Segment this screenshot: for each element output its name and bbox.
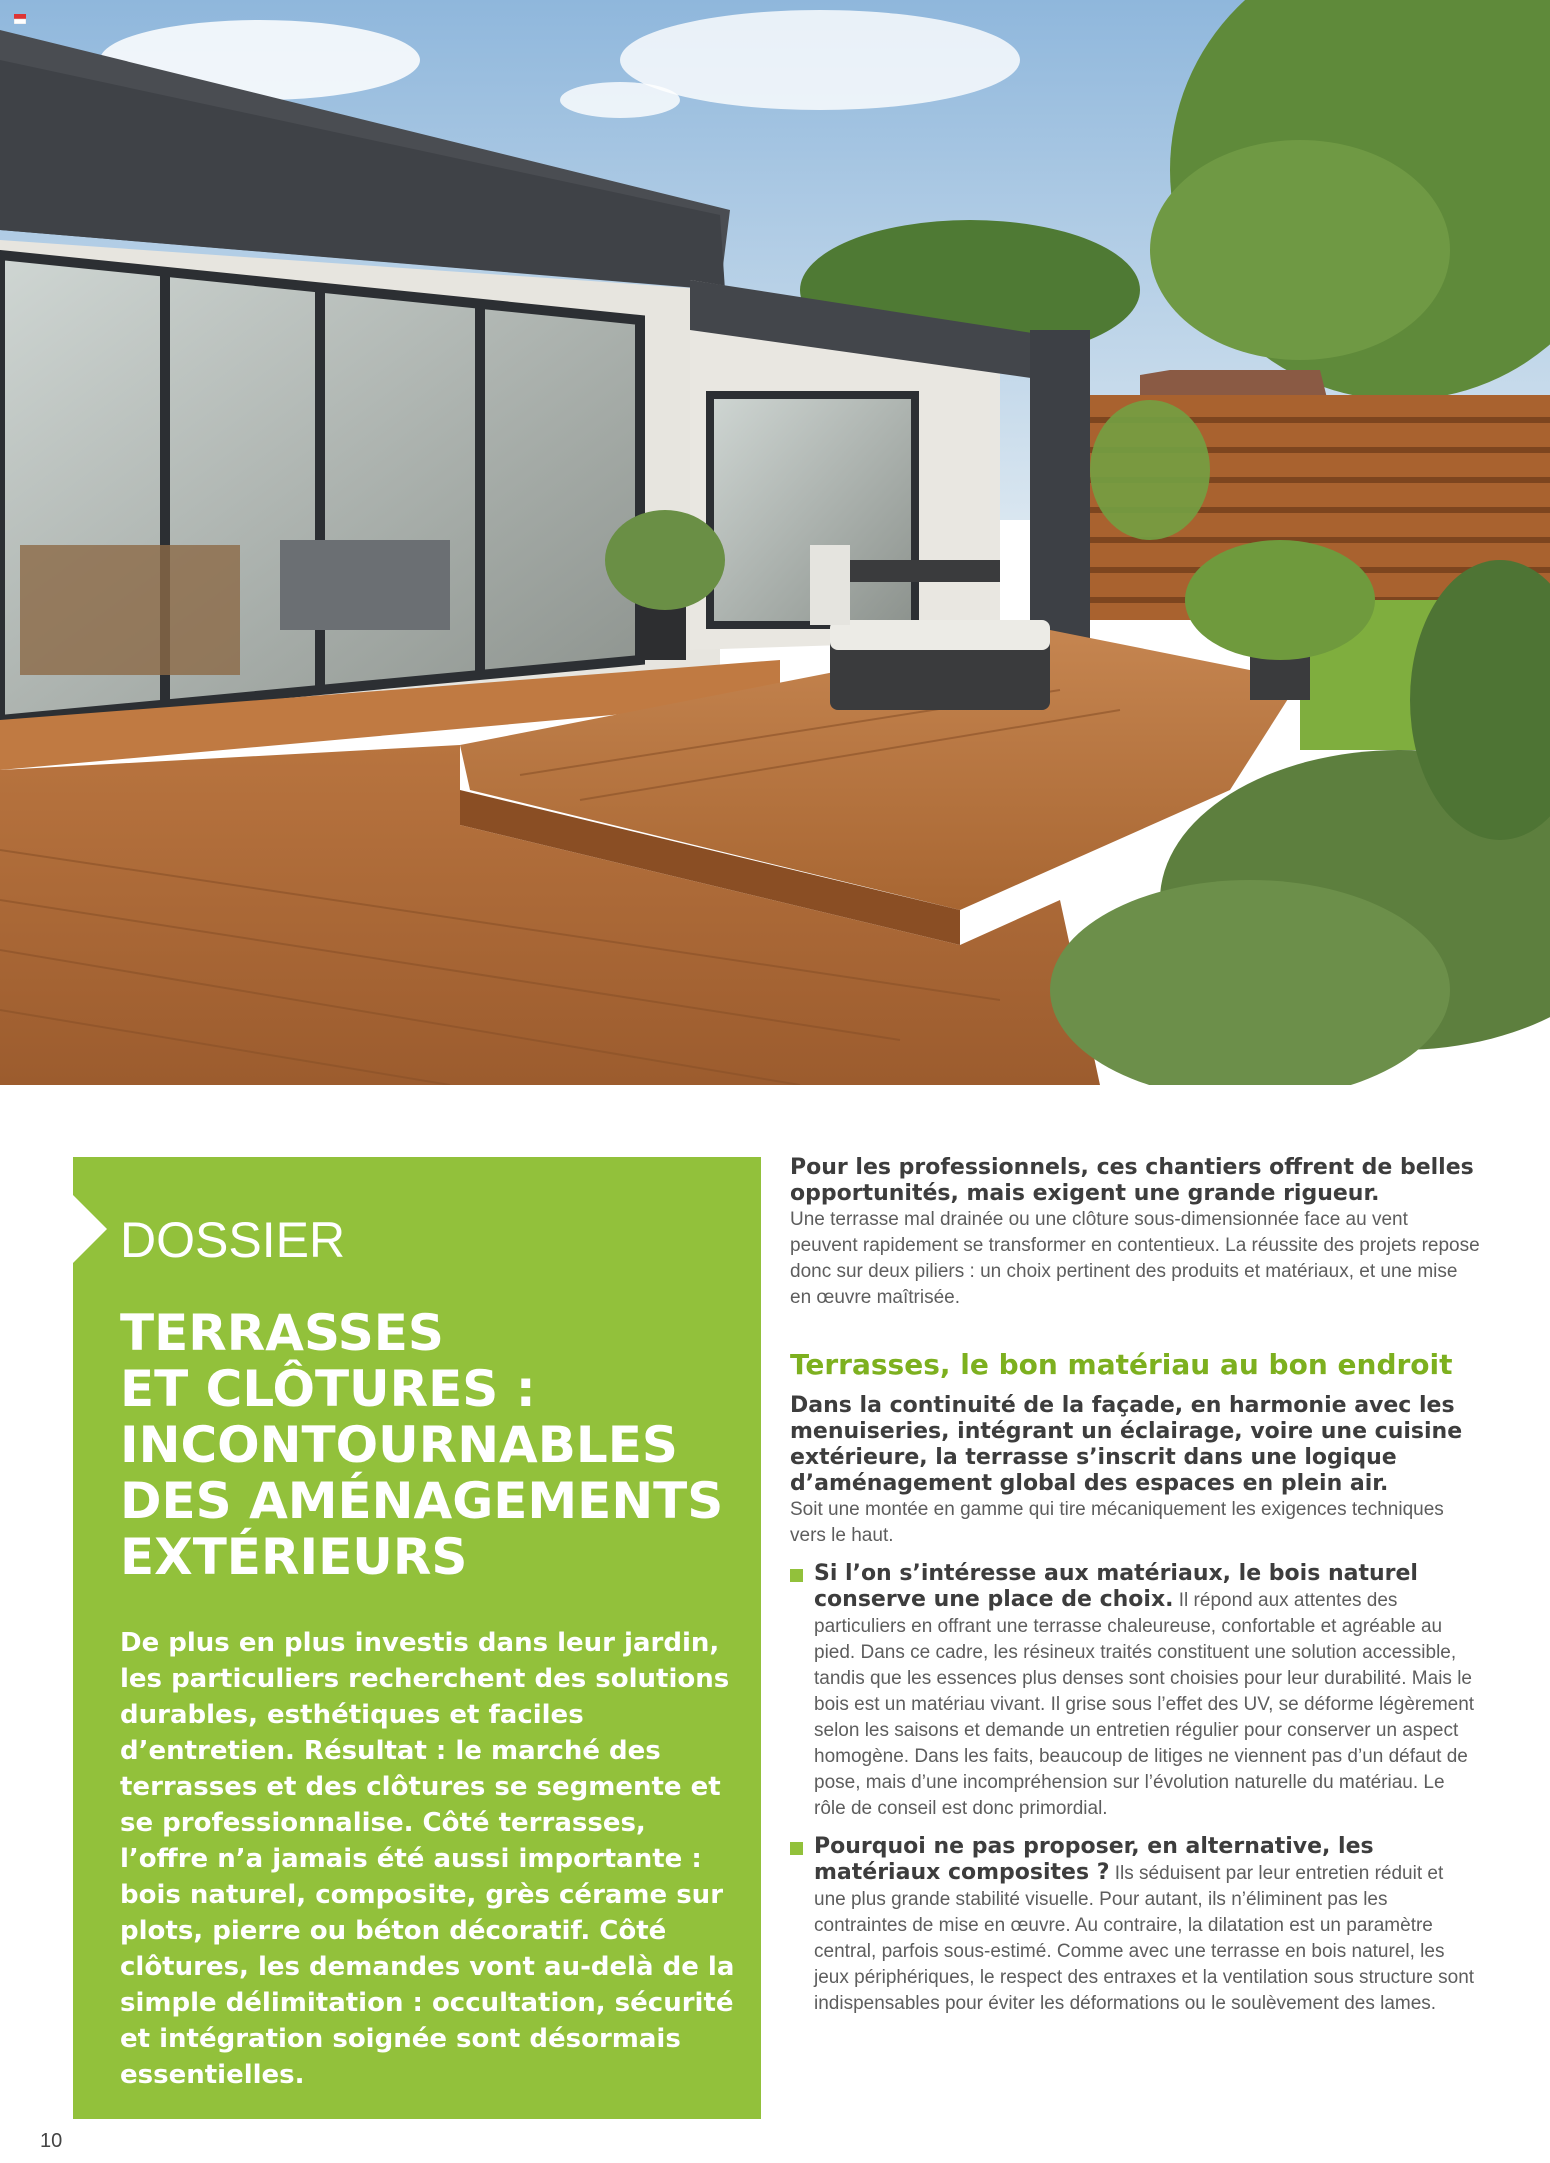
dark-cladding bbox=[1030, 330, 1090, 640]
lead-body: Une terrasse mal drainée ou une clôture sous-dimensionnée face au vent peuvent rapidement se transformer en contentieux. La réussite des projets repose donc sur deux piliers : un choix pertinent des produits et matériaux, et une mise en œuvre maîtrisée. bbox=[790, 1209, 1480, 1308]
shrub bbox=[1185, 540, 1375, 660]
cloud bbox=[620, 10, 1020, 110]
intro-paragraph: De plus en plus investis dans leur jardin, les particuliers recherchent des solutions durables, esthétiques et faciles d’entretien. Résultat : le marché des terrasses et des clôtures se segmente et se professionnalise. Côté terrasses, l’offre n’a jamais été aussi importante : bois naturel, composite, grès cérame sur plots, pierre ou béton décoratif. Côté clôtures, les demandes vont au-delà de la simple délimitation : occultation, sécurité et intégration soignée sont désormais essentielles. bbox=[120, 1628, 735, 2090]
lead-bold: Pour les professionnels, ces chantiers offrent de belles opportunités, mais exigent une grande rigueur. bbox=[790, 1155, 1474, 1206]
title-line: DES AMÉNAGEMENTS bbox=[120, 1472, 724, 1530]
bullet-text: Il répond aux attentes des particuliers en offrant une terrasse chaleureuse, confortable et agréable au pied. Dans ce cadre, les résineux traités constituent une solution accessible, tandis que les essences plus denses sont choisies pour leur durabilité. Mais le bois est un matériau vivant. Il grise sous l’effet des UV, se déforme légèrement selon les saisons et demande un entretien régulier pour conserver un aspect homogène. Dans les faits, beaucoup de litiges ne viennent pas d’un défaut de pose, mais d’une incompréhension sur l’évolution naturelle du matériau. Le rôle de conseil est donc primordial. bbox=[814, 1590, 1475, 1819]
outdoor-table bbox=[840, 560, 1000, 582]
section-bold: Dans la continuité de la façade, en harmonie avec les menuiseries, intégrant un éclairage, voire une cuisine extérieure, la terrasse s’inscrit dans une logique d’aménagement global des espaces en plein air. bbox=[790, 1393, 1463, 1496]
sofa bbox=[280, 540, 450, 630]
title-line: INCONTOURNABLES bbox=[120, 1416, 678, 1474]
title-line: EXTÉRIEURS bbox=[120, 1528, 468, 1586]
subheading: Terrasses, le bon matériau au bon endroit bbox=[790, 1348, 1453, 1381]
bullet-item bbox=[790, 1561, 1480, 1822]
chevron-notch-icon bbox=[73, 1195, 107, 1263]
title-line: TERRASSES bbox=[120, 1304, 444, 1362]
article-column bbox=[790, 1155, 1480, 2017]
bullet-square-icon bbox=[790, 1569, 803, 1582]
dossier-panel bbox=[73, 1157, 761, 2119]
tree bbox=[1150, 140, 1450, 360]
title-line: ET CLÔTURES : bbox=[120, 1360, 536, 1418]
bullet-square-icon bbox=[790, 1842, 803, 1855]
section-kicker: DOSSIER bbox=[120, 1212, 346, 1268]
bench-cushion bbox=[830, 620, 1050, 650]
bullet-item bbox=[790, 1834, 1480, 2017]
bullet-text: Ils séduisent par leur entretien réduit et une plus grande stabilité visuelle. Pour autant, ils n’éliminent pas les contraintes de mise en œuvre. Au contraire, la dilatation est un paramètre central, parfois sous-estimé. Comme avec une terrasse en bois naturel, les jeux périphériques, le respect des entraxes et la ventilation sous structure sont indispensables pour éviter les déformations ou le soulèvement des lames. bbox=[814, 1863, 1475, 2014]
bullet-bold: Pourquoi ne pas proposer, en alternative, les matériaux composites ? bbox=[814, 1834, 1374, 1885]
outdoor-chair bbox=[810, 545, 850, 625]
page-title bbox=[120, 1305, 740, 1585]
section-body: Soit une montée en gamme qui tire mécaniquement les exigences techniques vers le haut. bbox=[790, 1499, 1444, 1546]
page-number: 10 bbox=[40, 2130, 63, 2152]
potted-plant bbox=[605, 510, 725, 610]
flag-icon bbox=[14, 14, 26, 24]
bullet-bold: Si l’on s’intéresse aux matériaux, le bois naturel conserve une place de choix. bbox=[814, 1561, 1418, 1612]
palm-plant bbox=[1090, 400, 1210, 540]
cloud bbox=[560, 82, 680, 118]
dining-table bbox=[20, 545, 240, 675]
